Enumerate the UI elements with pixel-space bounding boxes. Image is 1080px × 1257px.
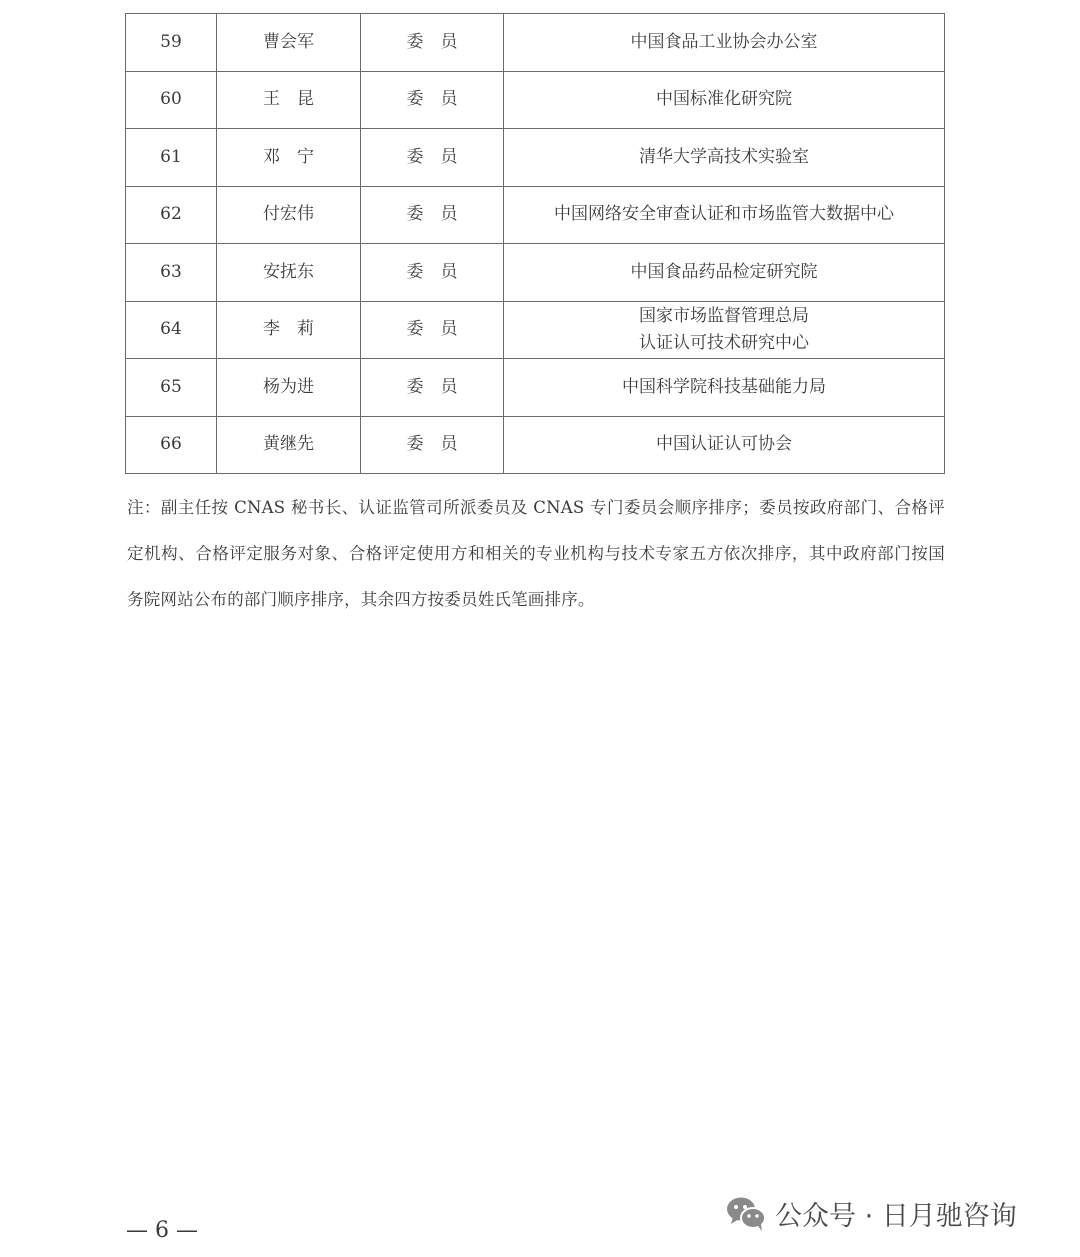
member-name: 王 昆 [217, 71, 361, 129]
member-role: 委 员 [361, 359, 504, 417]
organization-line: 中国认证认可协会 [656, 434, 792, 455]
table-row [126, 186, 945, 244]
table-row [126, 71, 945, 129]
row-number: 63 [126, 244, 217, 302]
table-row [126, 359, 945, 417]
organization-line: 中国网络安全审查认证和市场监管大数据中心 [554, 204, 894, 225]
member-role: 委 员 [361, 186, 504, 244]
watermark-text: 公众号 · 日月驰咨询 [775, 1200, 1017, 1232]
member-organization [504, 244, 945, 302]
wechat-icon [725, 1193, 767, 1233]
row-number: 64 [126, 301, 217, 359]
table-footnote: 注：副主任按 CNAS 秘书长、认证监管司所派委员及 CNAS 专门委员会顺序排序；委员按政府部门、合格评定机构、合格评定服务对象、合格评定使用方和相关的专业机构与技术专家五方依次排序，其中政府部门按国务院网站公布的部门顺序排序，其余四方按委员姓氏笔画排序。 [127, 498, 945, 609]
table-row [126, 416, 945, 474]
table-row [126, 14, 945, 72]
member-name: 邓 宁 [217, 129, 361, 187]
organization-line: 国家市场监督管理总局 [639, 305, 809, 326]
member-organization [504, 129, 945, 187]
member-name: 曹会军 [217, 14, 361, 72]
member-role: 委 员 [361, 14, 504, 72]
table-row [126, 244, 945, 302]
row-number: 65 [126, 359, 217, 417]
member-role: 委 员 [361, 244, 504, 302]
member-organization [504, 186, 945, 244]
member-name: 安抚东 [217, 244, 361, 302]
member-organization [504, 301, 945, 359]
member-organization [504, 71, 945, 129]
organization-line: 清华大学高技术实验室 [639, 146, 809, 167]
row-number: 66 [126, 416, 217, 474]
member-role: 委 员 [361, 301, 504, 359]
row-number: 62 [126, 186, 217, 244]
member-organization [504, 416, 945, 474]
member-name: 杨为进 [217, 359, 361, 417]
committee-member-table [125, 13, 945, 474]
organization-line: 中国食品工业协会办公室 [630, 31, 818, 52]
wechat-watermark [725, 1193, 1017, 1233]
member-organization [504, 359, 945, 417]
row-number: 60 [126, 71, 217, 129]
member-name: 黄继先 [217, 416, 361, 474]
member-role: 委 员 [361, 416, 504, 474]
member-name: 李 莉 [217, 301, 361, 359]
organization-line: 中国科学院科技基础能力局 [622, 376, 826, 397]
organization-line: 中国标准化研究院 [656, 89, 792, 110]
table-body [126, 14, 945, 474]
row-number: 61 [126, 129, 217, 187]
table-row [126, 301, 945, 359]
organization-line: 认证认可技术研究中心 [639, 332, 809, 353]
member-name: 付宏伟 [217, 186, 361, 244]
member-role: 委 员 [361, 71, 504, 129]
table-row [126, 129, 945, 187]
row-number: 59 [126, 14, 217, 72]
organization-line: 中国食品药品检定研究院 [630, 261, 818, 282]
member-role: 委 员 [361, 129, 504, 187]
page-number: — 6 — [126, 1218, 198, 1243]
member-organization [504, 14, 945, 72]
